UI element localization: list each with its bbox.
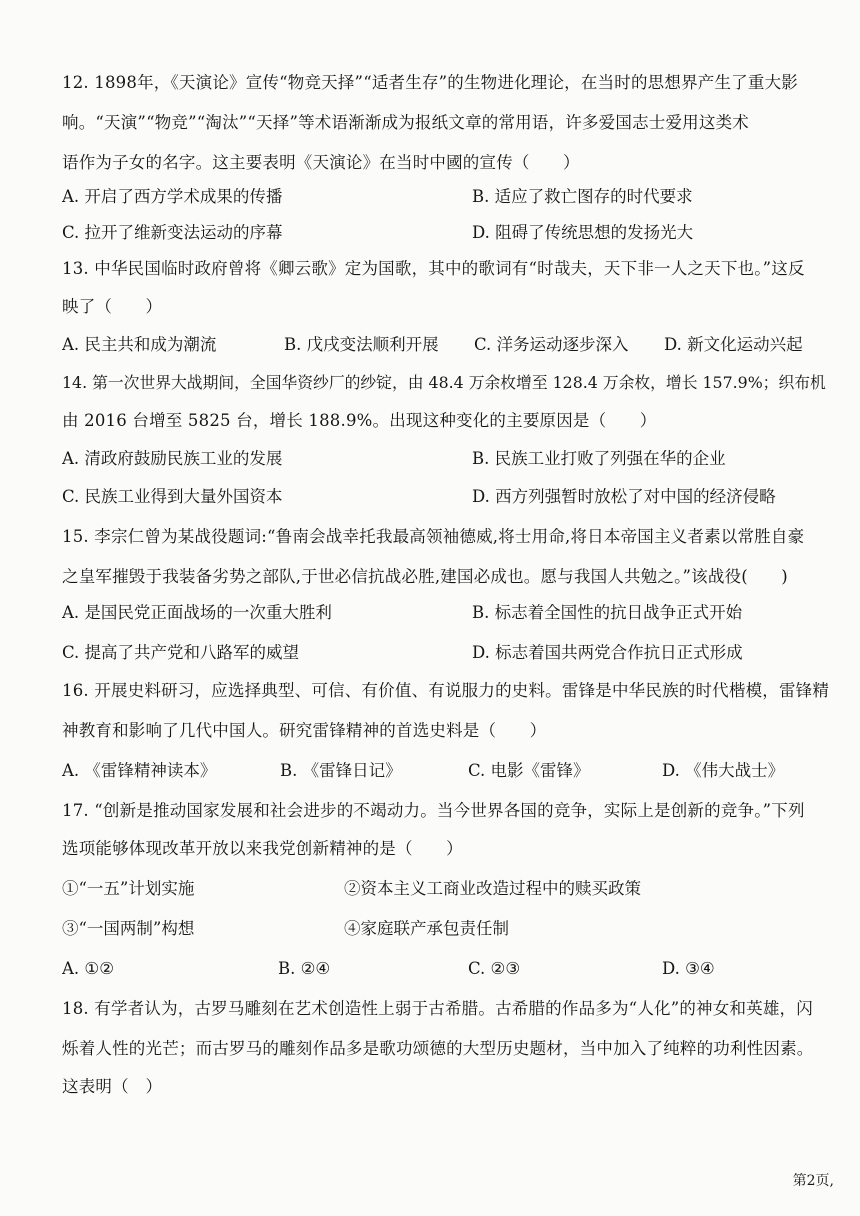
q17-item-1: ①“一五”计划实施 [62,879,195,898]
q13-option-a: A. 民主共和成为潮流 [62,335,217,354]
q12-option-b: B. 适应了救亡图存的时代要求 [472,187,693,206]
q16-stem-line1: 16. 开展史料研习，应选择典型、可信、有价值、有说服力的史料。雷锋是中华民族的时代楷模，雷锋精 [62,681,830,700]
q12-stem-line3: 语作为子女的名字。这主要表明《天演论》在当时中國的宣传（ ） [62,153,580,172]
q18-stem-line1: 18. 有学者认为，古罗马雕刻在艺术创造性上弱于古希腊。古希腊的作品多为“人化”的神女和英雄，闪 [62,999,813,1018]
q12-option-a: A. 开启了西方学术成果的传播 [62,187,283,206]
q15-option-b: B. 标志着全国性的抗日战争正式开始 [472,603,743,622]
q15-stem-line2: 之皇军摧毁于我装备劣势之部队,于世必信抗战必胜,建国必成也。愿与我国人共勉之。”该战役( ) [62,567,788,586]
q14-stem-line1: 14. 第一次世界大战期间，全国华资纱厂的纱锭，由 48.4 万余枚增至 128.4 万余枚，增长 157.9%；织布机 [62,373,826,392]
q14-option-b: B. 民族工业打败了列强在华的企业 [472,449,726,468]
q17-item-2: ②资本主义工商业改造过程中的赎买政策 [344,879,641,898]
q17-option-b: B. ②④ [278,959,331,978]
q12-option-d: D. 阻碍了传统思想的发扬光大 [472,223,694,242]
q15-stem-line1: 15. 李宗仁曾为某战役题词:“鲁南会战幸托我最高领袖德威,将士用命,将日本帝国主义者素以常胜自豪 [62,527,805,546]
q15-option-c: C. 提高了共产党和八路军的威望 [62,643,300,662]
q17-option-a: A. ①② [62,959,114,978]
q17-item-3: ③“一国两制”构想 [62,919,195,938]
q18-stem-line3: 这表明（ ） [62,1077,163,1096]
q14-stem-line2: 由 2016 台增至 5825 台，增长 188.9%。出现这种变化的主要原因是（ ） [62,411,657,430]
page-number: 第2页, [792,1173,834,1189]
q16-stem-line2: 神教育和影响了几代中国人。研究雷锋精神的首选史料是（ ） [62,721,547,740]
q18-stem-line2: 烁着人性的光芒；而古罗马的雕刻作品多是歌功颂德的大型历史题材，当中加入了纯粹的功利性因素。 [62,1039,814,1058]
q15-option-a: A. 是国民党正面战场的一次重大胜利 [62,603,332,622]
q13-option-c: C. 洋务运动逐步深入 [474,335,629,354]
q16-option-c: C. 电影《雷锋》 [468,761,590,780]
q17-option-d: D. ③④ [662,959,715,978]
q12-stem-line2: 响。“天演”“物竞”“淘汰”“天择”等术语渐渐成为报纸文章的常用语，许多爱国志士爱用这类术 [62,113,749,132]
q17-stem-line2: 选项能够体现改革开放以来我党创新精神的是（ ） [62,839,463,858]
q13-stem-line1: 13. 中华民国临时政府曾将《卿云歌》定为国歌，其中的歌词有“时哉夫，天下非一人之天下也。”这反 [62,259,805,278]
q13-option-d: D. 新文化运动兴起 [664,335,803,354]
q14-option-c: C. 民族工业得到大量外国资本 [62,487,283,506]
q16-option-a: A. 《雷锋精神读本》 [62,761,217,780]
q16-option-d: D. 《伟大战士》 [662,761,785,780]
q14-option-a: A. 清政府鼓励民族工业的发展 [62,449,283,468]
q13-stem-line2: 映了（ ） [62,297,163,316]
q14-option-d: D. 西方列强暂时放松了对中国的经济侵略 [472,487,776,506]
q17-option-c: C. ②③ [468,959,521,978]
q12-option-c: C. 拉开了维新变法运动的序幕 [62,223,283,242]
q16-option-b: B. 《雷锋日记》 [280,761,402,780]
q17-item-4: ④家庭联产承包责任制 [344,919,509,938]
q15-option-d: D. 标志着国共两党合作抗日正式形成 [472,643,743,662]
q12-stem-line1: 12. 1898年，《天演论》宣传“物竞天择”“适者生存”的生物进化理论，在当时的思想界产生了重大影 [62,73,798,92]
q17-stem-line1: 17. “创新是推动国家发展和社会进步的不竭动力。当今世界各国的竞争，实际上是创新的竞争。”下列 [62,801,805,820]
q13-option-b: B. 戊戌变法顺利开展 [284,335,439,354]
